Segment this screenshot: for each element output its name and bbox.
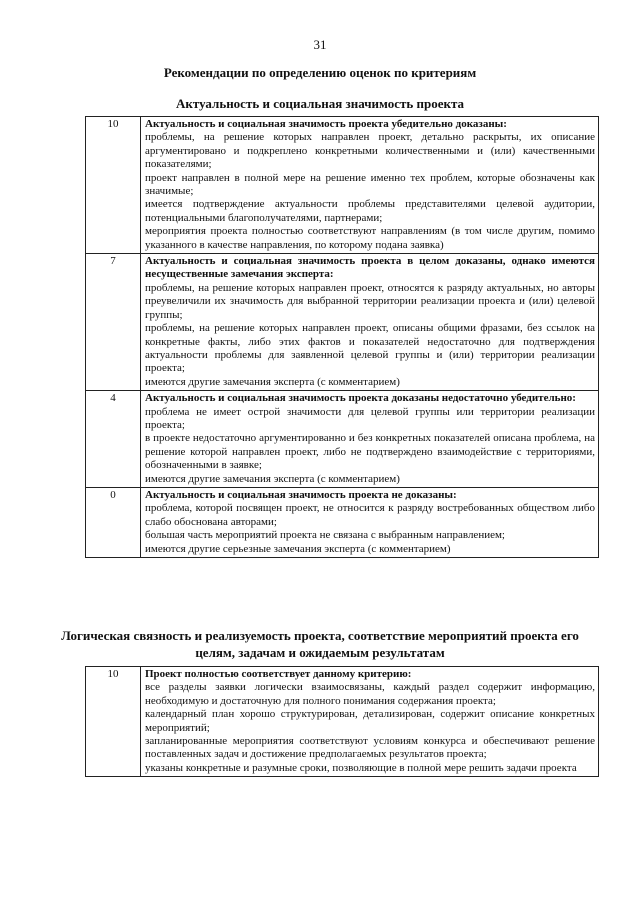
criterion-item: календарный план хорошо структурирован, детализирован, содержит описание конкретных мероприятий;	[145, 708, 595, 734]
criterion-item: все разделы заявки логически взаимосвязаны, каждый раздел содержит информацию, необходимую и достаточную для полного понимания содержания проекта;	[145, 681, 595, 707]
table-row	[86, 487, 599, 557]
criterion-item: проблемы, на решение которых направлен проект, относятся к разряду актуальных, но авторы преувеличили их значимость для выбранной территории реализации проекта и (или) целевой группы;	[145, 281, 595, 321]
criterion-item: проблемы, на решение которых направлен проект, детально раскрыты, их описание аргументировано и подкреплено конкретными количественными и (или) качественными показателями;	[145, 131, 595, 171]
score-cell: 4	[86, 391, 141, 488]
criterion-item: проблемы, на решение которых направлен проект, описаны общими фразами, без ссылок на конкретные факты, либо этих фактов и показателей недостаточно для подтверждения актуальности проблемы для заявленной целевой группы и (или) территории реализации проекта;	[145, 322, 595, 375]
criterion-cell	[141, 487, 599, 557]
criterion-cell	[141, 254, 599, 391]
criterion-item: проблема, которой посвящен проект, не относится к разряду востребованных обществом либо слабо обоснована авторами;	[145, 502, 595, 528]
criterion-heading: Актуальность и социальная значимость проекта убедительно доказаны:	[145, 118, 507, 130]
criterion-cell	[141, 667, 599, 777]
table-row	[86, 391, 599, 488]
criterion-cell	[141, 117, 599, 254]
score-cell: 7	[86, 254, 141, 391]
criterion-item: большая часть мероприятий проекта не связана с выбранным направлением;	[145, 529, 505, 542]
criterion-item: имеется подтверждение актуальности проблемы представителями целевой аудитории, потенциальными благополучателями, партнерами;	[145, 198, 595, 224]
score-cell: 10	[86, 117, 141, 254]
page-number: 31	[313, 37, 327, 52]
criteria-table-relevance	[85, 116, 599, 558]
criterion-heading: Актуальность и социальная значимость проекта не доказаны:	[145, 488, 457, 501]
criterion-item: запланированные мероприятия соответствуют условиям конкурса и обеспечивают решение поставленных задач и достижение предполагаемых результатов проекта;	[145, 735, 595, 761]
criterion-heading: Актуальность и социальная значимость проекта в целом доказаны, однако имеются несущественные замечания эксперта:	[145, 255, 595, 281]
table-row	[86, 667, 599, 777]
score-cell: 10	[86, 667, 141, 777]
criterion-item: проект направлен в полной мере на решение именно тех проблем, которые обозначены как значимые;	[145, 171, 595, 198]
table-row	[86, 254, 599, 391]
criterion-item: мероприятия проекта полностью соответствуют направлениям (в том числе другим, помимо указанного в качестве направления, по которому подана заявка)	[145, 225, 595, 251]
score-cell: 0	[86, 487, 141, 557]
table-row	[86, 117, 599, 254]
section-title-relevance: Актуальность и социальная значимость проекта	[175, 96, 465, 111]
criterion-heading: Актуальность и социальная значимость проекта доказаны недостаточно убедительно:	[145, 392, 576, 405]
section-title-logic: Логическая связность и реализуемость проекта, соответствие мероприятий проекта его целям, задачам и ожидаемым результатам	[61, 628, 579, 660]
criterion-item: проблема не имеет острой значимости для целевой группы или территории реализации проекта;	[145, 405, 595, 431]
criterion-heading: Проект полностью соответствует данному критерию:	[145, 668, 412, 680]
criteria-table-logic	[85, 666, 599, 777]
criterion-item: имеются другие серьезные замечания эксперта (с комментарием)	[145, 542, 451, 555]
criterion-item: указаны конкретные и разумные сроки, позволяющие в полной мере решить задачи проекта	[145, 761, 577, 774]
criterion-item: имеются другие замечания эксперта (с комментарием)	[145, 472, 400, 485]
criterion-item: имеются другие замечания эксперта (с комментарием)	[145, 375, 400, 388]
criterion-cell	[141, 391, 599, 488]
criterion-item: в проекте недостаточно аргументированно и без конкретных показателей описана проблема, на решение которой направлен проект, либо не подтверждено взаимодействие с территориями, обозначенными в заявке;	[145, 432, 595, 472]
page-title: Рекомендации по определению оценок по критериям	[163, 65, 477, 80]
